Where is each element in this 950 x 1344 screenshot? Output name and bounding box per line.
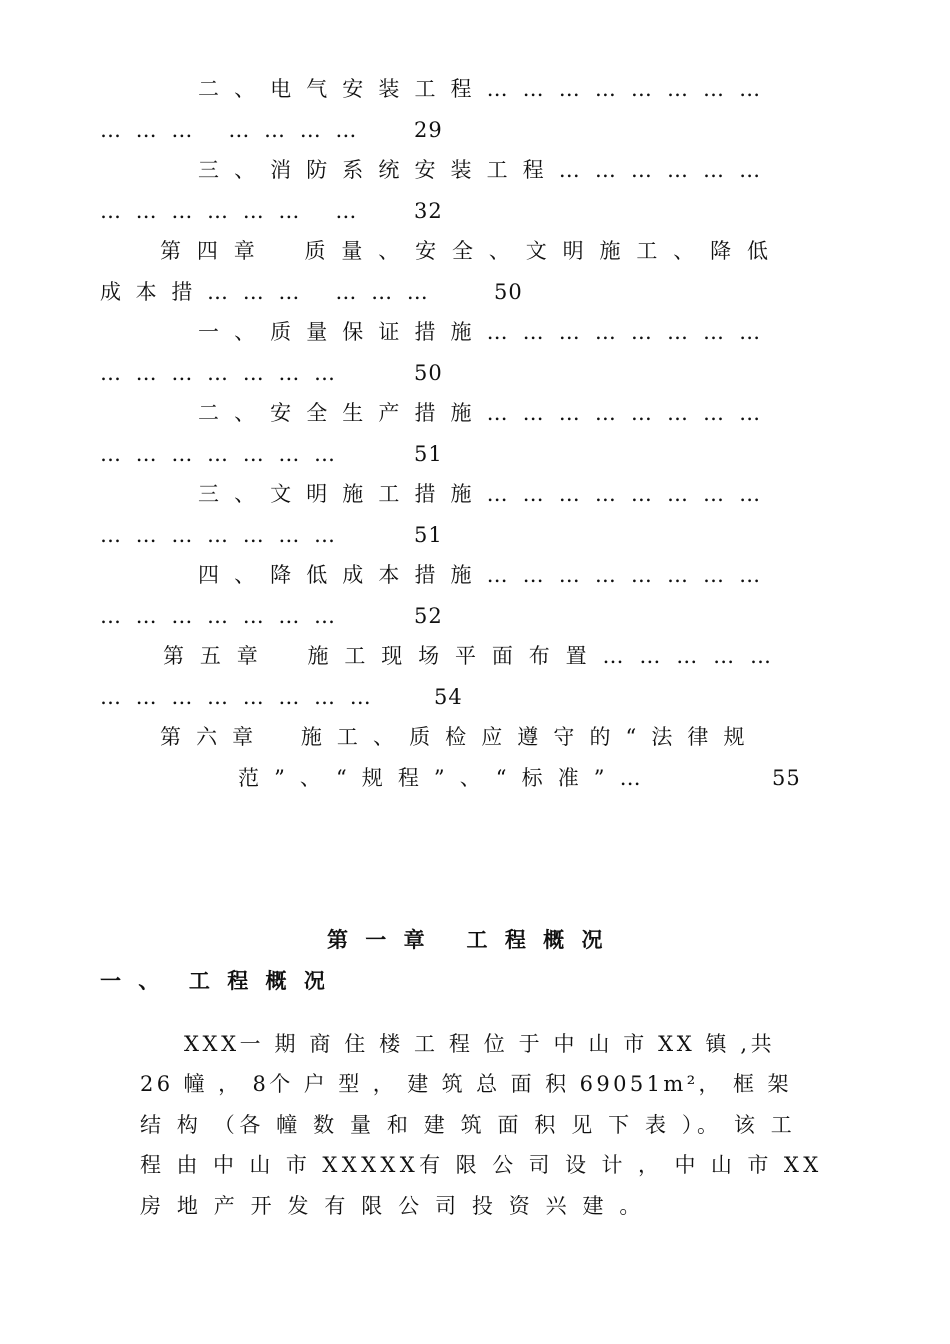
toc-entry-quality-page[interactable]: 50: [414, 361, 443, 385]
paragraph-line-1: XXX一 期 商 住 楼 工 程 位 于 中 山 市 XX 镇 ,共: [184, 1032, 776, 1056]
toc-entry-quality-line2: … … … … … … …: [100, 361, 340, 385]
toc-entry-electrical-line2: … … … … … … …: [100, 118, 361, 142]
toc-entry-cost-page[interactable]: 52: [414, 604, 443, 628]
paragraph-line-3: 结 构 （各 幢 数 量 和 建 筑 面 积 见 下 表 ）。 该 工: [140, 1113, 797, 1137]
toc-entry-electrical-page[interactable]: 29: [414, 118, 443, 142]
toc-entry-safety-page[interactable]: 51: [414, 442, 443, 466]
toc-entry-chapter6-line1: 第 六 章 施 工 、 质 检 应 遵 守 的 “ 法 律 规: [160, 725, 749, 749]
toc-entry-safety-line1: 二 、 安 全 生 产 措 施 … … … … … … … …: [198, 401, 765, 425]
toc-entry-cost-line1: 四 、 降 低 成 本 措 施 … … … … … … … …: [198, 563, 765, 587]
toc-entry-fire-line1: 三 、 消 防 系 统 安 装 工 程 … … … … … …: [198, 158, 765, 182]
toc-entry-chapter6-line2: 范 ” 、 “ 规 程 ” 、 “ 标 准 ” …: [238, 766, 645, 790]
toc-entry-fire-line2: … … … … … … …: [100, 199, 361, 223]
toc-entry-fire-page[interactable]: 32: [414, 199, 443, 223]
toc-entry-chapter5-line2: … … … … … … … …: [100, 685, 375, 709]
toc-entry-civilized-line1: 三 、 文 明 施 工 措 施 … … … … … … … …: [198, 482, 765, 506]
paragraph-line-2: 26 幢 ， 8个 户 型 ， 建 筑 总 面 积 69051m²， 框 架: [140, 1072, 792, 1096]
toc-entry-chapter6-page[interactable]: 55: [772, 766, 801, 790]
toc-entry-chapter4-line2: 成 本 措 … … … … … …: [100, 280, 432, 304]
toc-entry-chapter4-page[interactable]: 50: [494, 280, 523, 304]
toc-entry-safety-line2: … … … … … … …: [100, 442, 340, 466]
toc-entry-civilized-line2: … … … … … … …: [100, 523, 340, 547]
toc-entry-electrical-line1: 二 、 电 气 安 装 工 程 … … … … … … … …: [198, 77, 765, 101]
chapter-title: 第 一 章 工 程 概 况: [327, 927, 608, 952]
paragraph-line-4: 程 由 中 山 市 XXXXX有 限 公 司 设 计 ， 中 山 市 XX: [140, 1153, 823, 1177]
toc-entry-quality-line1: 一 、 质 量 保 证 措 施 … … … … … … … …: [198, 320, 765, 344]
toc-entry-civilized-page[interactable]: 51: [414, 523, 443, 547]
toc-entry-chapter5-page[interactable]: 54: [434, 685, 463, 709]
toc-entry-chapter5-line1: 第 五 章 施 工 现 场 平 面 布 置 … … … … …: [163, 644, 776, 668]
paragraph-line-5: 房 地 产 开 发 有 限 公 司 投 资 兴 建 。: [140, 1194, 645, 1218]
toc-entry-chapter4-line1: 第 四 章 质 量 、 安 全 、 文 明 施 工 、 降 低: [160, 239, 773, 263]
toc-entry-cost-line2: … … … … … … …: [100, 604, 340, 628]
section-title: 一 、 工 程 概 况: [100, 968, 330, 993]
